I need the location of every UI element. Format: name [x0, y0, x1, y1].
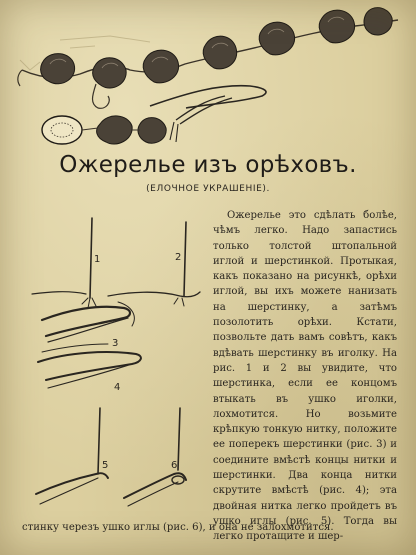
figure-label-4: 4 — [114, 382, 121, 393]
figure-4 — [38, 344, 141, 388]
split-nuts — [42, 116, 166, 144]
article-body: Ожерелье это сдѣлать болѣе, чѣмъ легко. Надо запастись только толстой штопальной иглой и шерстинкой. Протыкая, какъ показано на рисункѣ, орѣхи иглой, вы ихъ можете нанизать на шерстинку, а затѣмъ позолотить орѣхи. Кстати, позвольте дать вамъ совѣтъ, какъ вдѣвать шерстинку въ иголку. На рис. 1 и 2 вы увидите, что шерстинка, если ее концомъ втыкать въ ушко иголки, лохмотится. Но возьмите крѣпкую тонкую нитку, положите ее поперекъ шерстинки (рис. 3) и соедините вмѣстѣ концы нитки и шерстинки. Два конца нитки скрутите вмѣстѣ (рис. 4); эта двойная нитка легко пройдетъ въ ушко иглы (рис. 5). Тогда вы легко протащите и шер- — [213, 210, 397, 543]
article-last-line: стинку черезъ ушко иглы (рис. 6), и она не залохмотится. — [22, 522, 334, 533]
figure-label-1: 1 — [94, 254, 101, 265]
nut-half-1 — [42, 116, 82, 144]
figure-3 — [42, 302, 134, 342]
figure-5 — [36, 408, 108, 504]
bleed-through-marks — [20, 36, 150, 70]
nut-half-3 — [138, 118, 166, 144]
nut-4 — [203, 36, 237, 69]
nut-half-2 — [97, 116, 133, 144]
figure-label-6: 6 — [171, 460, 178, 471]
nut-2 — [93, 58, 127, 88]
figure-1 — [32, 218, 96, 308]
nut-1 — [41, 54, 75, 84]
figure-label-2: 2 — [175, 252, 182, 263]
figure-label-3: 3 — [112, 338, 119, 349]
threading-figures — [28, 212, 208, 522]
article-subtitle: (ЕЛОЧНОЕ УКРАШЕНІЕ). — [146, 184, 270, 194]
nut-5 — [259, 22, 294, 55]
figure-2 — [108, 222, 200, 306]
needle-thread — [150, 86, 266, 108]
nut-6 — [319, 10, 354, 43]
figure-6 — [124, 408, 186, 506]
nuts — [41, 8, 393, 88]
figure-label-5: 5 — [102, 460, 109, 471]
nut-necklace-illustration — [0, 0, 416, 150]
nut-7 — [364, 8, 392, 35]
article-title: Ожерелье изъ орѣховъ. — [59, 152, 357, 178]
nut-3 — [143, 50, 178, 83]
